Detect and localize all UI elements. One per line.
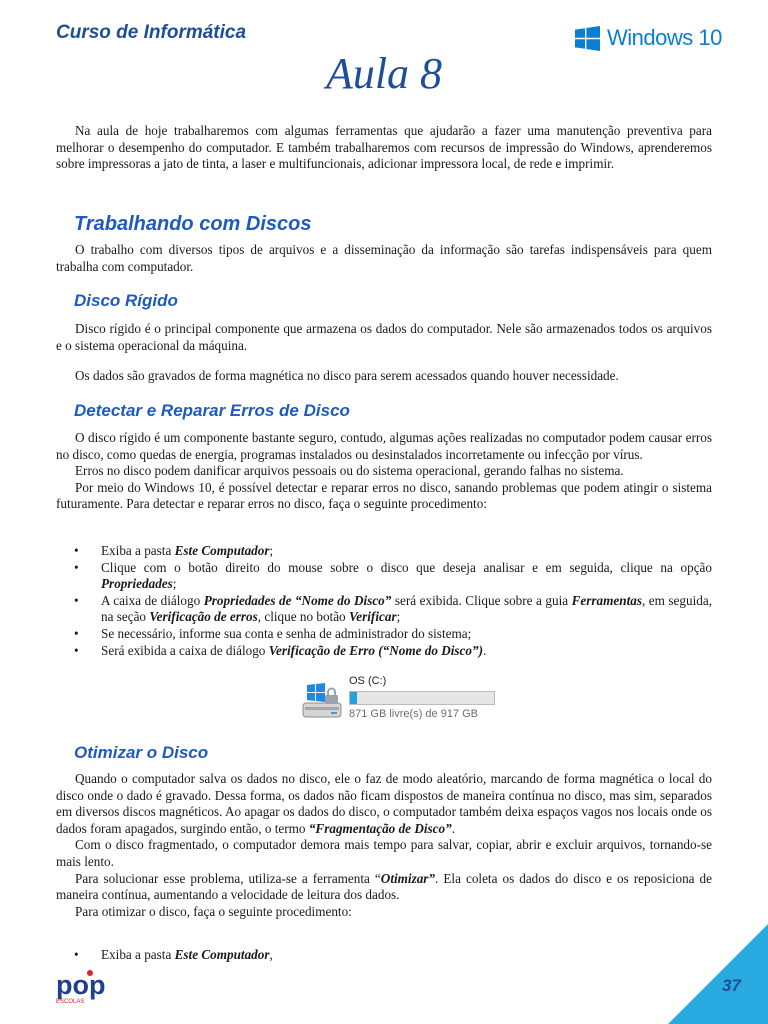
windows-icon [575, 26, 600, 51]
section-3-list-block [56, 543, 712, 659]
heading-disco-rigido: Disco Rígido [74, 291, 178, 310]
drive-tile[interactable] [301, 675, 501, 723]
drive-free-space: 871 GB livre(s) de 917 GB [349, 708, 479, 720]
list-item: • A caixa de diálogo Propriedades de “Nome do Disco” será exibida. Clique sobre a guia Ferramentas, em seguida, na seção Verificação de erros, clique no botão Verificar; [56, 593, 712, 626]
section-2-block-2 [56, 368, 712, 385]
section-4-block [56, 771, 712, 920]
drive-label: OS (C:) [349, 675, 387, 687]
list-item: • Se necessário, informe sua conta e senha de administrador do sistema; [56, 626, 712, 643]
logo-text: pop [56, 970, 106, 1000]
heading-trabalhando-com-discos: Trabalhando com Discos [74, 213, 312, 235]
list-item: • Exiba a pasta Este Computador; [56, 543, 712, 560]
paragraph: O trabalho com diversos tipos de arquivos e a disseminação da informação são tarefas indispensáveis para quem trabalha com computador. [56, 242, 712, 274]
paragraph: Para solucionar esse problema, utiliza-se a ferramenta “Otimizar”. Ela coleta os dados do disco e os reposiciona de maneira contínua, aumentando a velocidade de leitura dos dados. [56, 870, 713, 903]
intro-block [56, 123, 712, 173]
paragraph: Por meio do Windows 10, é possível detectar e reparar erros no disco, sanando problemas que podem atingir o sistema futuramente. Para detectar e reparar erros no disco, faça o seguinte procedimento: [56, 479, 712, 512]
paragraph: Para otimizar o disco, faça o seguinte procedimento: [75, 903, 352, 919]
drive-icon [301, 681, 343, 721]
windows-10-text: Windows 10 [607, 25, 722, 50]
list-item: • Será exibida a caixa de diálogo Verificação de Erro (“Nome do Disco”). [56, 643, 712, 660]
logo-subtext: ESCOLAS [56, 999, 85, 1004]
drive-usage-fill [350, 692, 357, 704]
section-4-list-block [56, 947, 712, 964]
paragraph: Quando o computador salva os dados no disco, ele o faz de modo aleatório, marcando de forma magnética o local do disco onde o dado é gravado. Dessa forma, os dados não ficam dispostos de maneira contínua no disco, mas sim, separados em diversos discos magnéticos. Ao apagar os dados do disco, o computador também deixa espaços vagos nos locais onde os dados foram apagados, surgindo então, o termo “Fragmentação de Disco”. [56, 771, 712, 836]
procedure-list [56, 543, 712, 659]
course-title: Curso de Informática [56, 22, 247, 43]
page-corner-triangle [668, 924, 768, 1024]
pop-escolas-logo [56, 970, 116, 1009]
paragraph: Erros no disco podem danificar arquivos pessoais ou do sistema operacional, gerando falhas no sistema. [75, 463, 624, 479]
section-1-block [56, 242, 712, 275]
intro-paragraph: Na aula de hoje trabalharemos com algumas ferramentas que ajudarão a fazer uma manutenção preventiva para melhorar o desempenho do computador. E também trabalharemos com recursos de impressão do Windows, aprenderemos sobre impressoras a jato de tinta, a laser e multifuncionais, adicionar impressora local, de rede e imprimir. [56, 123, 712, 172]
heading-otimizar-o-disco: Otimizar o Disco [74, 743, 209, 762]
drive-usage-bar [349, 691, 495, 705]
paragraph: O disco rígido é um componente bastante seguro, contudo, algumas ações realizadas no computador podem causar erros no disco, como quedas de energia, programas instalados ou desinstalados incorretamente ou infecção por vírus. [56, 430, 712, 462]
page-number: 37 [722, 976, 741, 995]
paragraph: Disco rígido é o principal componente que armazena os dados do computador. Nele são armazenados todos os arquivos e o sistema operacional da máquina. [56, 321, 712, 353]
procedure-list [56, 947, 712, 964]
section-2-block [56, 321, 712, 354]
section-3-block [56, 430, 712, 513]
list-item: • Clique com o botão direito do mouse sobre o disco que deseja analisar e em seguida, clique na opção Propriedades; [56, 560, 712, 593]
list-item: • Exiba a pasta Este Computador, [56, 947, 712, 964]
lesson-title: Aula 8 [325, 49, 443, 98]
paragraph: Com o disco fragmentado, o computador demora mais tempo para salvar, copiar, abrir e excluir arquivos, tornando-se mais lento. [56, 837, 712, 869]
heading-detectar-reparar: Detectar e Reparar Erros de Disco [74, 401, 350, 420]
paragraph: Os dados são gravados de forma magnética no disco para serem acessados quando houver necessidade. [75, 368, 619, 383]
